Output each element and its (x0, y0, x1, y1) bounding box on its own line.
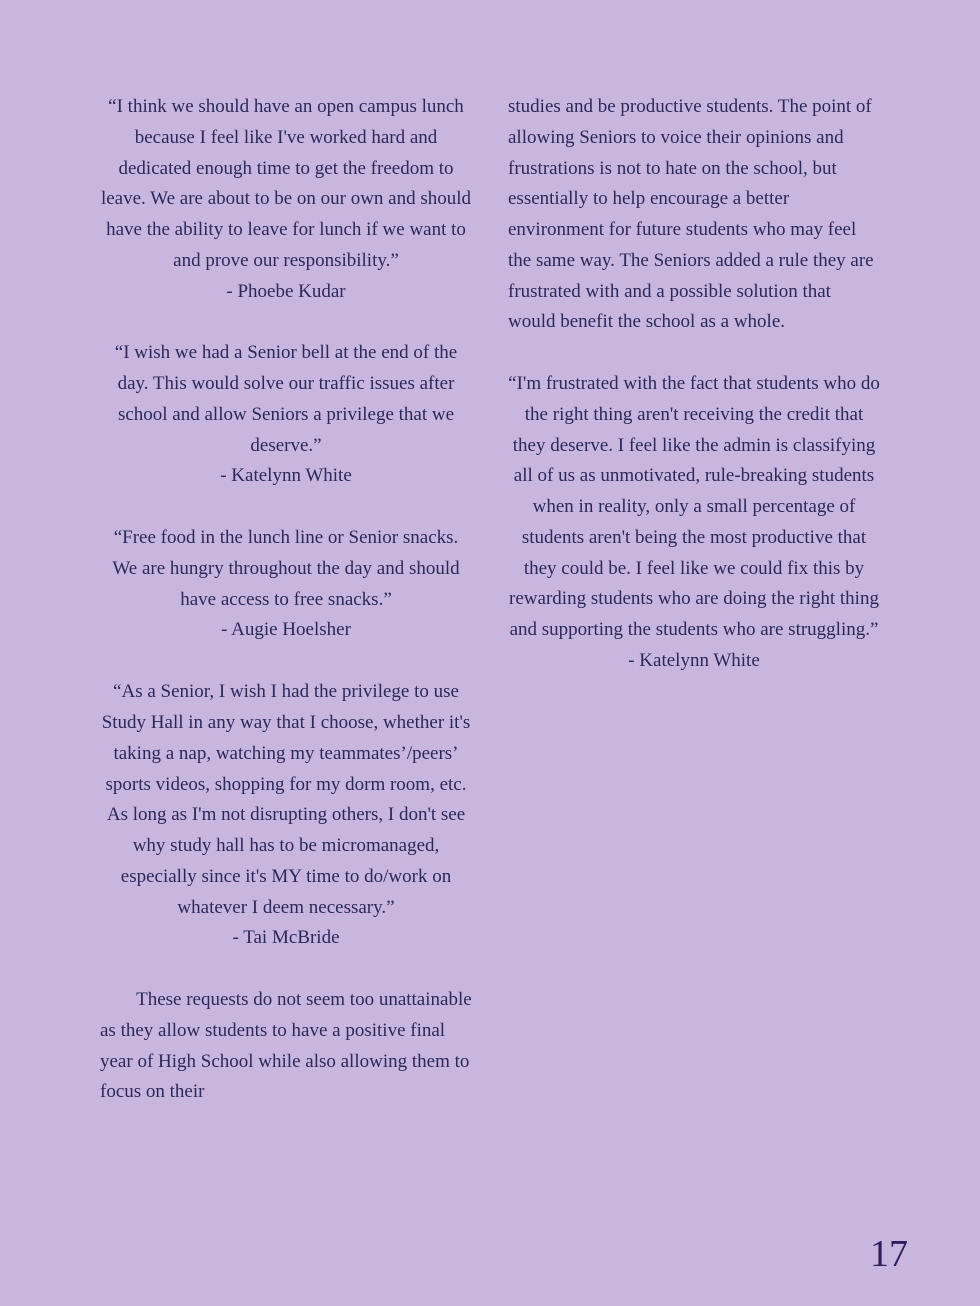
quote-attribution: - Katelynn White (220, 465, 352, 487)
quote-block (100, 523, 472, 646)
quote-text: “I think we should have an open campus lunch because I feel like I've worked hard and dedicated enough time to get the freedom to leave. We are about to be on our own and should have the ability to leave for lunch if we want to and prove our responsibility.” (100, 96, 472, 271)
columns-container (100, 92, 880, 1139)
right-column (508, 92, 880, 1139)
quote-attribution: - Augie Hoelsher (221, 619, 351, 641)
body-paragraph: These requests do not seem too unattainable as they allow students to have a positive final year of High School while also allowing them to focus on their (100, 989, 472, 1103)
quote-block (100, 338, 472, 492)
quote-attribution: - Katelynn White (628, 650, 760, 672)
quote-block (100, 677, 472, 954)
quote-block (100, 92, 472, 307)
quote-block (508, 369, 880, 677)
quote-attribution: - Tai McBride (232, 927, 340, 949)
left-column (100, 92, 472, 1139)
page-number: 17 (870, 1233, 908, 1275)
quote-attribution: - Phoebe Kudar (226, 280, 346, 302)
quote-text: “I wish we had a Senior bell at the end of the day. This would solve our traffic issues after school and allow Seniors a privilege that we deserve.” (114, 342, 458, 456)
quote-text: “As a Senior, I wish I had the privilege to use Study Hall in any way that I choose, whether it's taking a nap, watching my teammates’/peers’ sports videos, shopping for my dorm room, etc. As long as I'm not disrupting others, I don't see why study hall has to be micromanaged, especially since it's MY time to do/work on whatever I deem necessary.” (101, 681, 471, 918)
body-paragraph: studies and be productive students. The point of allowing Seniors to voice their opinions and frustrations is not to hate on the school, but essentially to help encourage a better environment for future students who may feel the same way. The Seniors added a rule they are frustrated with and a possible solution that would benefit the school as a whole. (508, 96, 874, 333)
quote-text: “Free food in the lunch line or Senior snacks. We are hungry throughout the day and should have access to free snacks.” (112, 527, 460, 610)
quote-text: “I'm frustrated with the fact that students who do the right thing aren't receiving the credit that they deserve. I feel like the admin is classifying all of us as unmotivated, rule-breaking students when in reality, only a small percentage of students aren't being the most productive that they could be. I feel like we could fix this by rewarding students who are doing the right thing and supporting the students who are struggling.” (508, 373, 880, 641)
